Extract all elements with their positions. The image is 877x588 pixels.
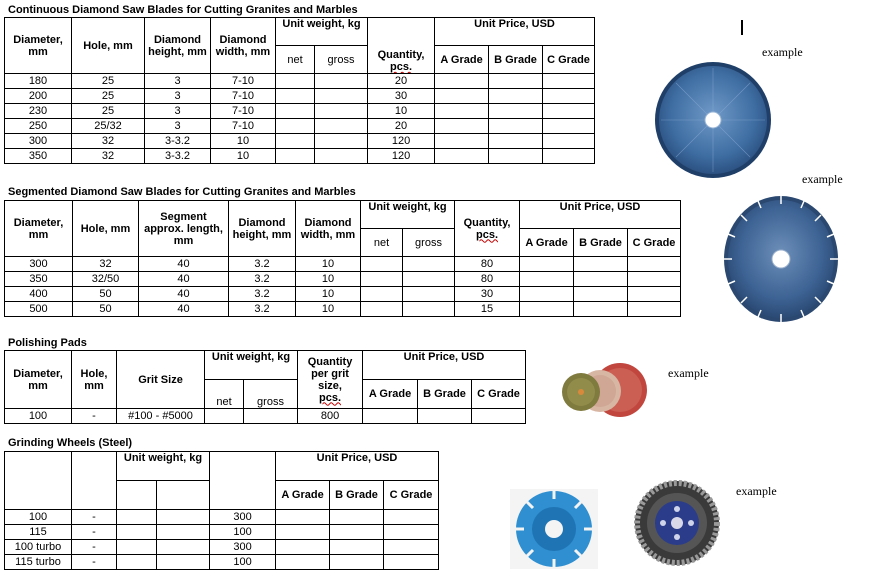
header-grade-a: A Grade [435,46,489,74]
cell-diameter: 400 [5,287,73,302]
cell-gross [315,104,368,119]
cell-diamond-width: 7-10 [211,119,276,134]
cell-quantity: 15 [455,302,520,317]
cell-gross [315,74,368,89]
example-label-segmented: example [802,172,843,186]
cell-quantity: 800 [298,409,363,424]
cell-price-b [489,89,543,104]
continuous-blade-image [653,60,773,180]
table-row [5,89,595,104]
header-grade-c: C Grade [543,46,595,74]
cell-net [117,554,157,569]
cell-diamond-height: 3 [145,89,211,104]
cell-price-a [435,134,489,149]
cell-hole: - [72,524,117,539]
cell-diamond-height: 3 [145,74,211,89]
cell-hole: 32 [72,149,145,164]
header-quantity: Quantity, pcs. [368,18,435,74]
header-grade-a: A Grade [363,380,418,409]
cell-price-a [276,509,330,524]
segmented-table [4,200,681,317]
cell-price-b [330,539,384,554]
header-unit-weight: Unit weight, kg [276,18,368,46]
cell-hole: - [72,539,117,554]
cell-price-c [384,539,439,554]
cell-quantity: 10 [368,104,435,119]
cell-quantity: 80 [455,272,520,287]
header-quantity: Quantity per grit size, pcs. [298,351,363,409]
cell-net [361,257,403,272]
cell-gross [315,149,368,164]
cell-price-b [574,272,628,287]
table-row [5,119,595,134]
header-quantity [210,509,276,510]
cell-price-b [489,149,543,164]
header-unit-price: Unit Price, USD [520,201,681,229]
cell-hole: 50 [73,287,139,302]
cell-price-a [520,272,574,287]
cell-price-a [276,524,330,539]
header-net [117,509,157,510]
polishing-pads-image [560,362,650,420]
cell-quantity: 20 [368,74,435,89]
cell-price-a [276,554,330,569]
cell-quantity: 300 [210,509,276,524]
header-grit-size: Grit Size [117,351,205,409]
cell-net [361,302,403,317]
cell-diameter: 100 turbo [5,539,72,554]
cell-price-c [543,119,595,134]
cell-price-c [543,74,595,89]
table-row [5,287,681,302]
header-unit-price: Unit Price, USD [276,452,439,481]
cell-price-c [384,524,439,539]
cell-gross [315,89,368,104]
table-row [5,272,681,287]
table-row [5,509,439,524]
cell-net [276,74,315,89]
cell-price-a [435,104,489,119]
header-gross [157,509,210,510]
cell-gross [157,554,210,569]
cell-gross [315,134,368,149]
header-quantity: Quantity, pcs. [455,201,520,257]
cell-diameter: 100 [5,409,72,424]
cell-price-c [543,89,595,104]
cell-price-b [489,119,543,134]
cell-price-a [363,409,418,424]
header-hole: Hole, mm [73,201,139,257]
cell-net [117,524,157,539]
cell-price-c [384,554,439,569]
cell-diameter: 250 [5,119,72,134]
cell-gross [403,272,455,287]
table-row [5,74,595,89]
cell-diameter: 115 [5,524,72,539]
cell-quantity: 100 [210,554,276,569]
cell-price-c [628,257,681,272]
cell-diamond-height: 3.2 [229,287,296,302]
grinding-wheel-image-1 [510,489,598,569]
cell-net [205,409,244,424]
table-row [5,409,526,424]
header-grade-c: C Grade [384,481,439,510]
header-net-spacer [117,481,157,509]
cell-segment-length: 40 [139,302,229,317]
header-gross: gross [315,46,368,74]
cell-diamond-width: 10 [211,134,276,149]
cell-hole: 32/50 [73,272,139,287]
header-hole [72,509,117,510]
header-gross: gross [403,229,455,257]
cell-gross [157,524,210,539]
cell-price-b [574,257,628,272]
polishing-table [4,350,526,424]
cell-net [361,287,403,302]
table-row [5,134,595,149]
cell-gross [403,257,455,272]
cell-diamond-height: 3.2 [229,257,296,272]
cell-hole: 50 [73,302,139,317]
cell-price-a [520,302,574,317]
continuous-table [4,17,595,164]
cell-quantity: 30 [368,89,435,104]
header-grade-a: A Grade [520,229,574,257]
table-row [5,257,681,272]
header-diameter: Diameter, mm [5,351,72,409]
header-hole: Hole, mm [72,351,117,409]
cell-diameter: 500 [5,302,73,317]
cell-diamond-height: 3-3.2 [145,149,211,164]
cell-diameter: 180 [5,74,72,89]
header-grade-c: C Grade [628,229,681,257]
cell-price-c [472,409,526,424]
segmented-title: Segmented Diamond Saw Blades for Cutting Granites and Marbles [8,186,356,198]
cell-price-a [435,89,489,104]
cell-hole: - [72,509,117,524]
cell-price-b [574,287,628,302]
header-grade-a: A Grade [276,481,330,510]
cell-price-b [330,524,384,539]
table-row [5,539,439,554]
cell-hole: 25 [72,104,145,119]
header-net: net [205,380,244,409]
cell-price-a [520,287,574,302]
grinding-table [4,451,439,570]
cell-gross [157,539,210,554]
table-row [5,302,681,317]
cell-diameter: 350 [5,149,72,164]
cell-hole: 32 [73,257,139,272]
cell-diamond-width: 10 [211,149,276,164]
header-segment-length: Segment approx. length, mm [139,201,229,257]
cell-diameter: 100 [5,509,72,524]
example-label-polishing: example [668,366,709,380]
polishing-title: Polishing Pads [8,337,87,349]
header-unit-price: Unit Price, USD [435,18,595,46]
cell-price-b [489,104,543,119]
table-row [5,524,439,539]
header-hole: Hole, mm [72,18,145,74]
cell-price-b [330,509,384,524]
cell-quantity: 80 [455,257,520,272]
cell-gross [244,409,298,424]
header-blank [72,452,117,509]
header-unit-weight: Unit weight, kg [361,201,455,229]
cell-price-b [574,302,628,317]
cell-diamond-width: 7-10 [211,74,276,89]
cell-diamond-width: 10 [296,257,361,272]
cell-quantity: 100 [210,524,276,539]
cell-price-c [543,149,595,164]
header-diameter: Diameter, mm [5,18,72,74]
cell-price-c [384,509,439,524]
cell-net [361,272,403,287]
cell-hole: - [72,554,117,569]
cell-price-a [435,74,489,89]
cell-hole: 25 [72,74,145,89]
cell-hole: - [72,409,117,424]
grinding-title: Grinding Wheels (Steel) [8,437,133,449]
cell-hole: 25/32 [72,119,145,134]
cell-price-a [435,149,489,164]
cell-quantity: 120 [368,149,435,164]
header-unit-weight: Unit weight, kg [117,452,210,481]
header-diameter [5,509,72,510]
cell-price-a [520,257,574,272]
header-diamond-height: Diamond height, mm [145,18,211,74]
header-diamond-width: Diamond width, mm [296,201,361,257]
header-unit-weight: Unit weight, kg [205,351,298,380]
header-net: net [276,46,315,74]
header-grade-b: B Grade [574,229,628,257]
cell-gross [157,509,210,524]
cell-price-a [435,119,489,134]
cell-price-c [628,272,681,287]
cell-diamond-height: 3.2 [229,272,296,287]
cell-quantity: 20 [368,119,435,134]
cell-hole: 25 [72,89,145,104]
cell-gross [403,302,455,317]
table-row [5,104,595,119]
table-row [5,149,595,164]
cell-net [276,119,315,134]
header-grade-c: C Grade [472,380,526,409]
cell-price-c [628,287,681,302]
cell-diamond-height: 3.2 [229,302,296,317]
cell-net [276,104,315,119]
cell-segment-length: 40 [139,257,229,272]
cell-diamond-width: 10 [296,272,361,287]
cell-net [276,149,315,164]
cell-diamond-width: 10 [296,302,361,317]
cell-price-b [330,554,384,569]
cell-diameter: 300 [5,257,73,272]
cell-diameter: 300 [5,134,72,149]
cell-gross [315,119,368,134]
header-blank [5,452,72,509]
cell-gross [403,287,455,302]
cell-net [276,89,315,104]
cell-diamond-height: 3-3.2 [145,134,211,149]
cell-grit-size: #100 - #5000 [117,409,205,424]
cell-quantity: 30 [455,287,520,302]
cell-quantity: 120 [368,134,435,149]
header-net: net [361,229,403,257]
header-grade-b: B Grade [330,481,384,510]
cell-net [117,509,157,524]
header-gross: gross [244,380,298,409]
cell-diameter: 230 [5,104,72,119]
cell-diameter: 350 [5,272,73,287]
cell-price-c [628,302,681,317]
cell-diameter: 115 turbo [5,554,72,569]
cell-price-b [418,409,472,424]
cell-diamond-width: 10 [296,287,361,302]
example-label-continuous: example [762,45,803,59]
header-grade-b: B Grade [489,46,543,74]
header-unit-price: Unit Price, USD [363,351,526,380]
cell-price-b [489,134,543,149]
header-diamond-height: Diamond height, mm [229,201,296,257]
cell-net [117,539,157,554]
cell-price-a [276,539,330,554]
cell-price-c [543,134,595,149]
table-row [5,554,439,569]
header-blank [210,452,276,509]
continuous-title: Continuous Diamond Saw Blades for Cutting Granites and Marbles [8,4,358,16]
cell-quantity: 300 [210,539,276,554]
text-cursor [741,20,743,35]
segmented-blade-image [722,194,840,324]
cell-diamond-width: 7-10 [211,104,276,119]
cell-diameter: 200 [5,89,72,104]
header-diameter: Diameter, mm [5,201,73,257]
header-grade-b: B Grade [418,380,472,409]
cell-diamond-height: 3 [145,119,211,134]
example-label-grinding: example [736,484,777,498]
header-gross-spacer [157,481,210,509]
cell-segment-length: 40 [139,287,229,302]
cell-hole: 32 [72,134,145,149]
cell-price-b [489,74,543,89]
cell-diamond-width: 7-10 [211,89,276,104]
header-diamond-width: Diamond width, mm [211,18,276,74]
cell-net [276,134,315,149]
cell-diamond-height: 3 [145,104,211,119]
grinding-wheel-image-2 [633,478,721,568]
cell-price-c [543,104,595,119]
cell-segment-length: 40 [139,272,229,287]
